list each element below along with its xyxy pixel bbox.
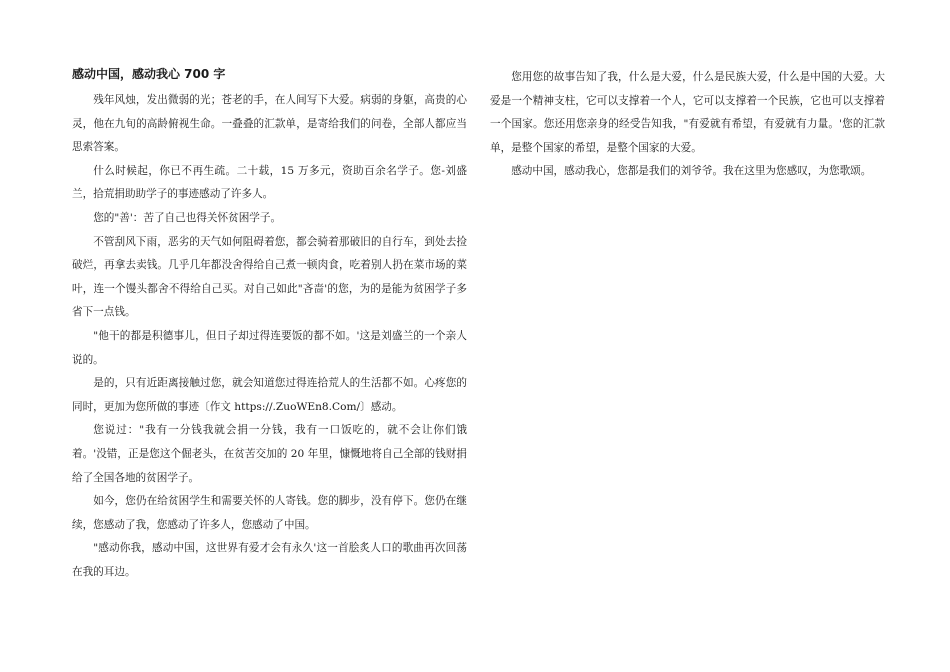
paragraph: 感动中国，感动我心，您都是我们的刘爷爷。我在这里为您感叹，为您歌颂。 — [511, 165, 872, 178]
paragraph: 是的，只有近距离接触过您，就会知道您过得连拾荒人的生活都不如。心疼您的同时，更加为您所做的事迹〔作文 https://.ZuoWEn8.Com/〕感动。 — [72, 377, 467, 413]
paragraph: 您说过："我有一分钱我就会捐一分钱，我有一口饭吃的，就不会让你们饿着。'没错，正是您这个倔老头，在贫苦交加的 20 年里，慷慨地将自己全部的钱财捐给了全国各地的贫困学子。 — [72, 424, 467, 484]
paragraph: "他干的都是积德事儿，但日子却过得连要饭的都不如。'这是刘盛兰的一个亲人说的。 — [72, 329, 467, 366]
left-column — [72, 66, 467, 584]
paragraph: "感动你我，感动中国，这世界有爱才会有永久'这一首脍炙人口的歌曲再次回荡在我的耳边。 — [72, 542, 467, 578]
essay-title: 感动中国，感动我心 700 字 — [72, 67, 226, 81]
paragraph: 残年风烛，发出微弱的光；苍老的手，在人间写下大爱。病弱的身躯，高贵的心灵，他在九旬的高龄俯视生命。一叠叠的汇款单，是寄给我们的问卷，全部人都应当思索答案。 — [72, 94, 467, 154]
paragraph: 如今，您仍在给贫困学生和需要关怀的人寄钱。您的脚步，没有停下。您仍在继续，您感动了我，您感动了许多人，您感动了中国。 — [72, 495, 467, 531]
paragraph: 您用您的故事告知了我，什么是大爱，什么是民族大爱，什么是中国的大爱。大爱是一个精神支柱，它可以支撑着一个人，它可以支撑着一个民族，它也可以支撑着一个国家。您还用您亲身的经受告知我，"有爱就有希望，有爱就有力量。'您的汇款单，是整个国家的希望，是整个国家的大爱。 — [490, 71, 885, 154]
right-column — [490, 66, 885, 184]
paragraph: 不管刮风下雨，恶劣的天气如何阻碍着您，都会骑着那破旧的自行车，到处去捡破烂，再拿去卖钱。几乎几年都没舍得给自己煮一顿肉食，吃着别人扔在菜市场的菜叶，连一个馒头都舍不得给自己买。对自己如此"吝啬'的您，为的是能为贫困学子多省下一点钱。 — [72, 235, 467, 319]
paragraph: 您的"善'：苦了自己也得关怀贫困学子。 — [93, 211, 282, 224]
paragraph: 什么时候起，你已不再生疏。二十载，15 万多元，资助百余名学子。您-刘盛兰，拾荒捐助助学子的事迹感动了许多人。 — [72, 164, 467, 201]
